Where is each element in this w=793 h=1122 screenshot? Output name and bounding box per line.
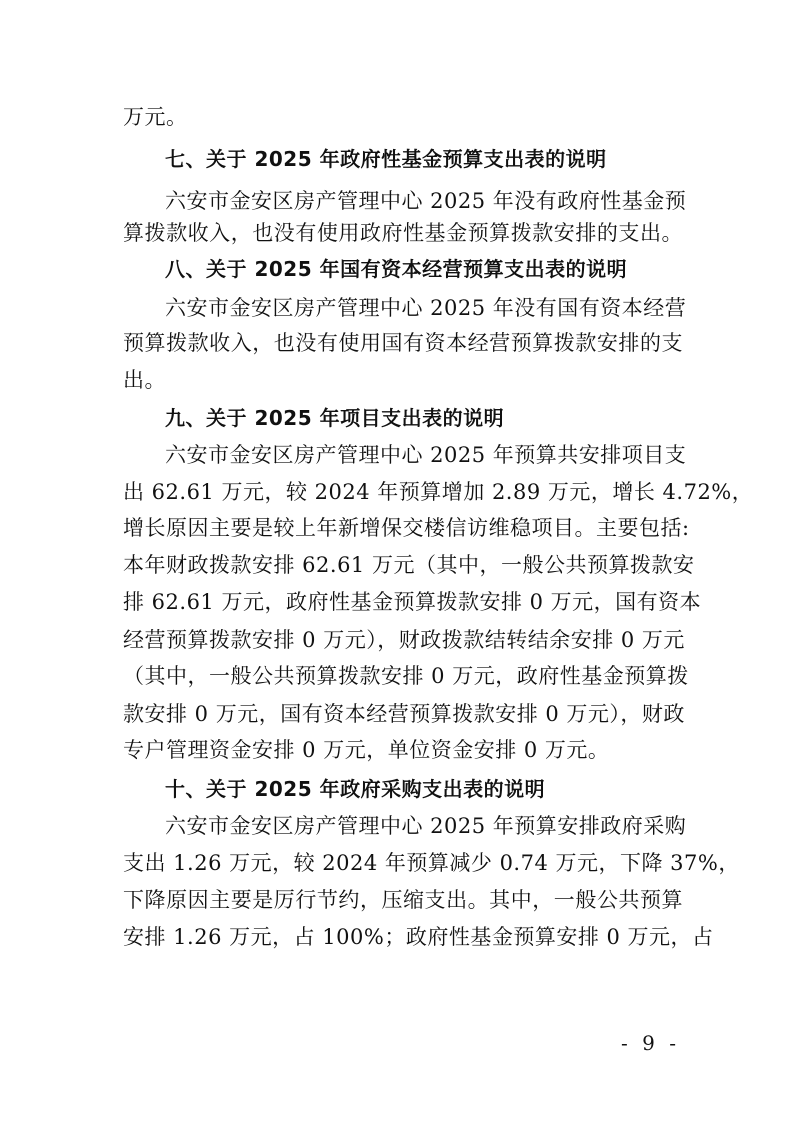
text-line: 算拨款收入，也没有使用政府性基金预算拨款安排的支出。	[123, 221, 683, 245]
section-heading-7: 七、关于 2025 年政府性基金预算支出表的说明	[165, 147, 607, 171]
text-line: 六安市金安区房产管理中心 2025 年预算共安排项目支	[165, 443, 687, 467]
section-heading-10: 十、关于 2025 年政府采购支出表的说明	[165, 777, 546, 801]
section-heading-9: 九、关于 2025 年项目支出表的说明	[165, 406, 505, 430]
text-line: 六安市金安区房产管理中心 2025 年预算安排政府采购	[165, 814, 687, 838]
text-line: 出。	[123, 368, 166, 392]
text-line: 本年财政拨款安排 62.61 万元（其中，一般公共预算拨款安	[123, 553, 695, 577]
text-line: 预算拨款收入，也没有使用国有资本经营预算拨款安排的支	[123, 331, 683, 355]
section-heading-8: 八、关于 2025 年国有资本经营预算支出表的说明	[165, 257, 628, 281]
text-line: （其中，一般公共预算拨款安排 0 万元，政府性基金预算拨	[123, 664, 689, 688]
text-line: 增长原因主要是较上年新增保交楼信访维稳项目。主要包括:	[123, 516, 690, 540]
text-line: 经营预算拨款安排 0 万元），财政拨款结转结余安排 0 万元	[123, 628, 685, 652]
page-number: - 9 -	[621, 1031, 680, 1055]
text-line: 下降原因主要是厉行节约，压缩支出。其中，一般公共预算	[123, 888, 683, 912]
text-line: 款安排 0 万元，国有资本经营预算拨款安排 0 万元），财政	[123, 702, 685, 726]
text-line: 万元。	[123, 105, 188, 129]
text-line: 六安市金安区房产管理中心 2025 年没有国有资本经营	[165, 296, 687, 320]
text-line: 出 62.61 万元，较 2024 年预算增加 2.89 万元，增长 4.72%，	[123, 480, 754, 504]
text-line: 排 62.61 万元，政府性基金预算拨款安排 0 万元，国有资本	[123, 590, 702, 614]
text-line: 专户管理资金安排 0 万元，单位资金安排 0 万元。	[123, 738, 610, 762]
text-line: 支出 1.26 万元，较 2024 年预算减少 0.74 万元，下降 37%，	[123, 851, 740, 875]
text-line: 安排 1.26 万元，占 100%；政府性基金预算安排 0 万元，占	[123, 925, 714, 949]
text-line: 六安市金安区房产管理中心 2025 年没有政府性基金预	[165, 189, 687, 213]
